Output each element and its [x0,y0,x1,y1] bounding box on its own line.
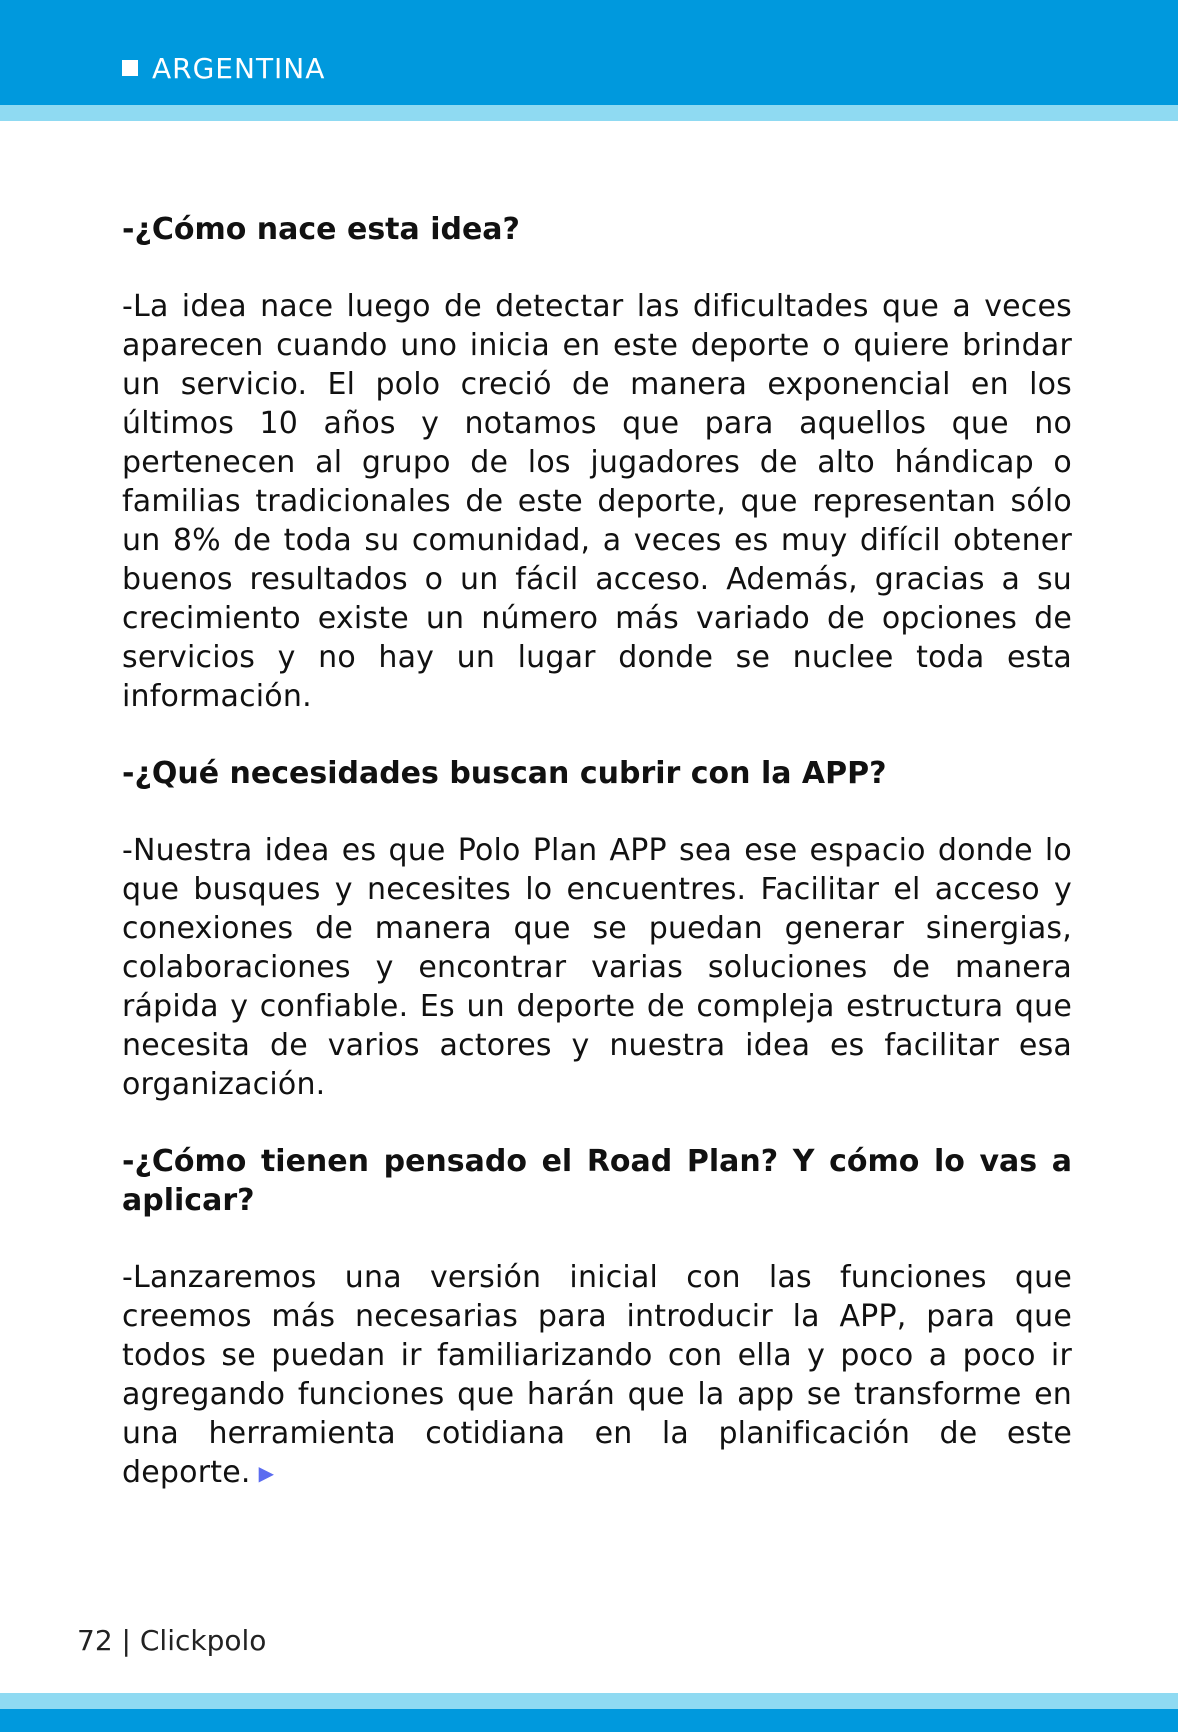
page-footer: 72 | Clickpolo [77,1624,267,1657]
footer-stripe [0,1693,1178,1709]
answer-paragraph: -La idea nace luego de detectar las dificultades que a veces aparecen cuando uno inicia en este deporte o quiere brindar un servicio. El polo creció de manera exponencial en los últimos 10 años y notamos que para aquellos que no pertenecen al grupo de los jugadores de alto hándicap o familias tradicionales de este deporte, que representan sólo un 8% de toda su comunidad, a veces es muy difícil obtener buenos resultados o un fácil acceso. Además, gracias a su crecimiento existe un número más variado de opciones de servicios y no hay un lugar donde se nuclee toda esta información. [122,289,1072,714]
header-stripe [0,105,1178,121]
answer-text: -Lanzaremos una versión inicial con las funciones que creemos más necesarias para introducir la APP, para que todos se puedan ir familiarizando con ella y poco a poco ir agregando funciones que harán que la app se transforme en una herramienta cotidiana en la planificación de este deporte. [122,1260,1072,1490]
article-body [122,210,1072,1531]
question-heading: -¿Qué necesidades buscan cubrir con la APP? [122,756,887,791]
answer-paragraph: -Nuestra idea es que Polo Plan APP sea ese espacio donde lo que busques y necesites lo encuentres. Facilitar el acceso y conexiones de manera que se puedan generar sinergias, colaboraciones y encontrar varias soluciones de manera rápida y confiable. Es un deporte de compleja estructura que necesita de varios actores y nuestra idea es facilitar esa organización. [122,833,1072,1102]
question-heading: -¿Cómo tienen pensado el Road Plan? Y cómo lo vas a aplicar? [122,1144,1072,1218]
section-label [122,48,325,88]
square-bullet-icon [122,60,138,76]
play-triangle-icon: ▶ [258,1461,275,1485]
question-heading: -¿Cómo nace esta idea? [122,212,520,247]
footer-bar [0,1709,1178,1732]
section-title: ARGENTINA [152,51,326,85]
answer-paragraph-last [122,1258,1072,1493]
